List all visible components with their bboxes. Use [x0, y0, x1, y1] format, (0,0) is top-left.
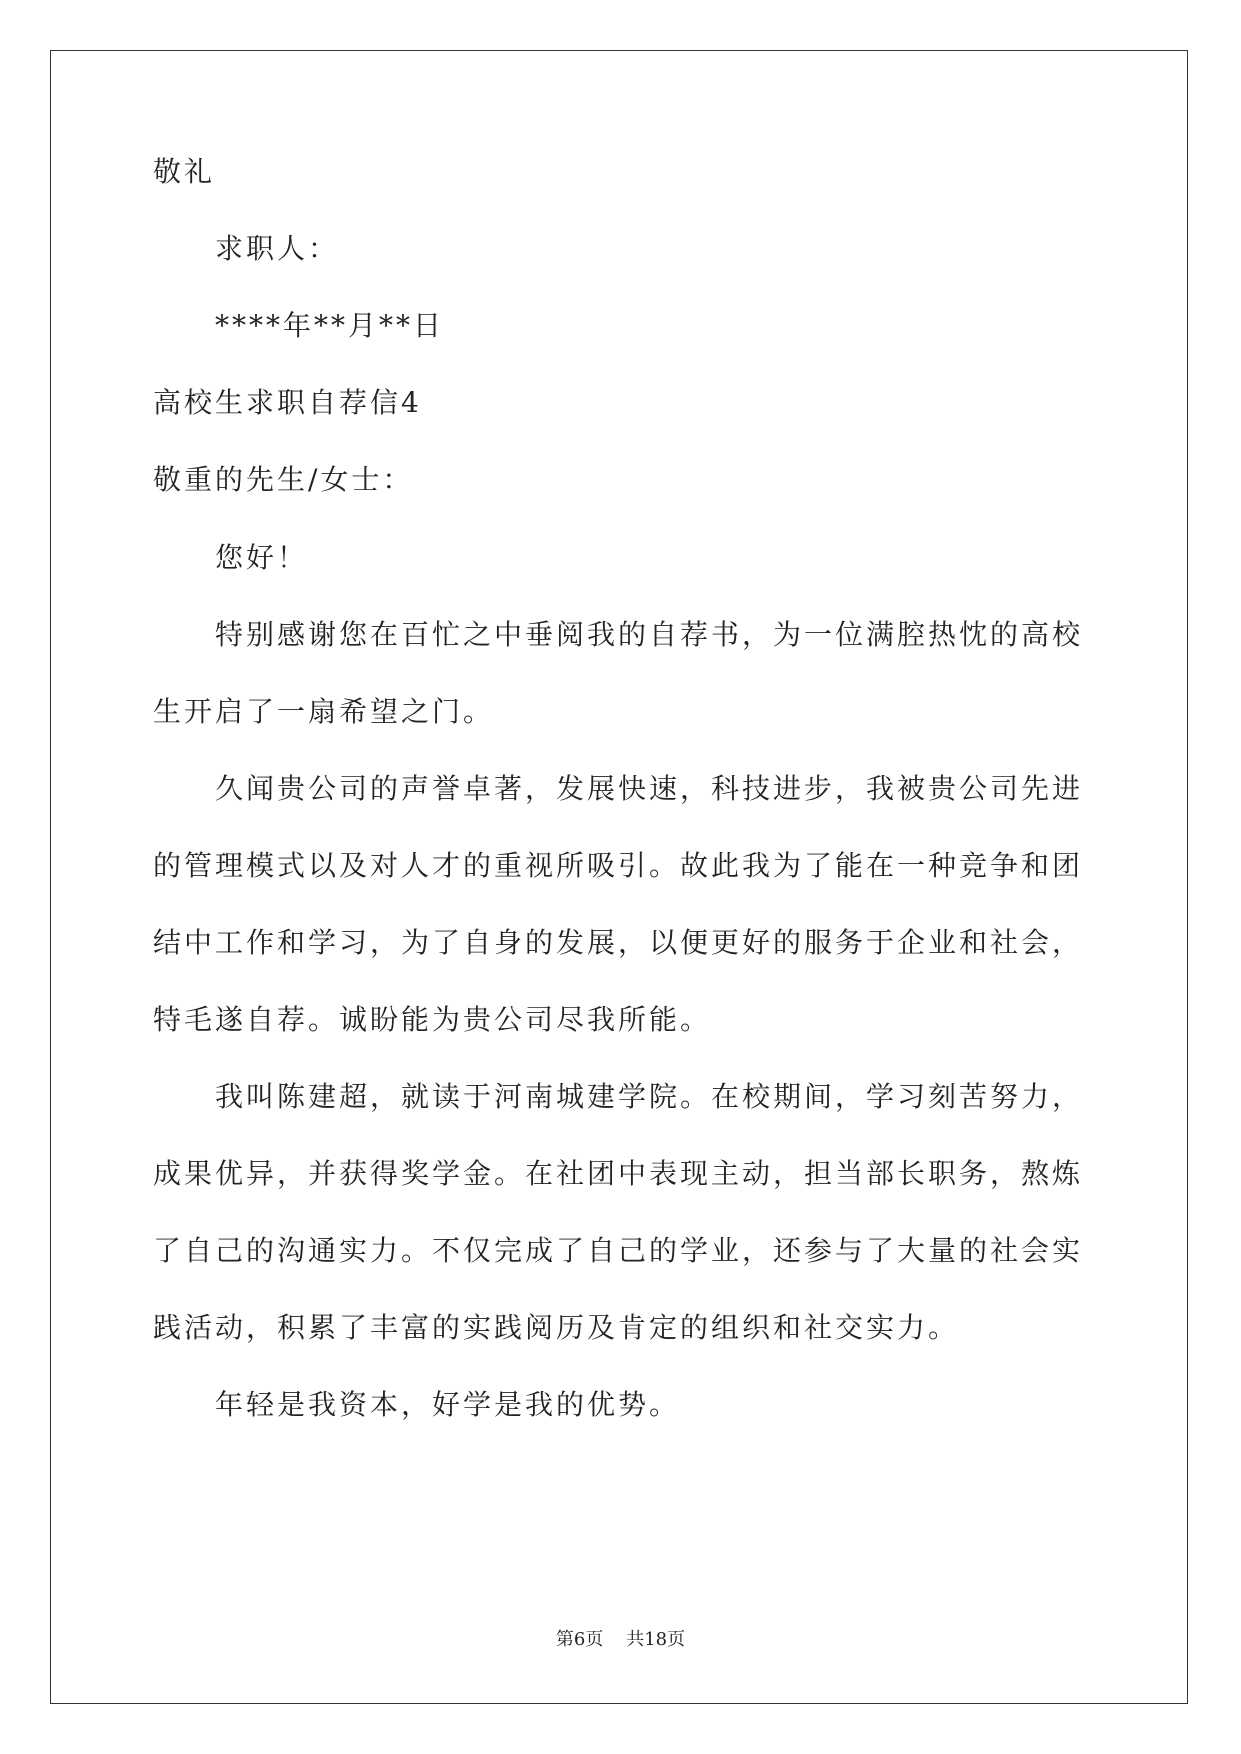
section-title: 高校生求职自荐信4 — [153, 386, 422, 419]
page-footer — [0, 1625, 1241, 1651]
paragraph-line: 久闻贵公司的声誉卓著，发展快速，科技进步，我被贵公司先进 — [215, 772, 1084, 805]
applicant-signature: 求职人： — [215, 232, 340, 265]
paragraph-line: 我叫陈建超，就读于河南城建学院。在校期间，学习刻苦努力， — [215, 1080, 1084, 1113]
page-number: 第6页 共18页 — [555, 1629, 686, 1650]
paragraph-line: 成果优异，并获得奖学金。在社团中表现主动，担当部长职务，熬炼 — [153, 1157, 1084, 1190]
salutation: 敬重的先生/女士： — [153, 463, 414, 496]
closing-salutation: 敬礼 — [153, 155, 216, 188]
paragraph-line: 特别感谢您在百忙之中垂阅我的自荐书，为一位满腔热忱的高校 — [215, 618, 1084, 651]
letter-date: ****年**月**日 — [215, 309, 445, 342]
paragraph-line: 了自己的沟通实力。不仅完成了自己的学业，还参与了大量的社会实 — [153, 1234, 1084, 1267]
paragraph-line: 结中工作和学习，为了自身的发展，以便更好的服务于企业和社会， — [153, 926, 1084, 959]
paragraph-line: 践活动，积累了丰富的实践阅历及肯定的组织和社交实力。 — [153, 1311, 960, 1344]
paragraph-line: 特毛遂自荐。诚盼能为贵公司尽我所能。 — [153, 1003, 712, 1036]
greeting: 您好！ — [215, 541, 309, 574]
paragraph-line: 生开启了一扇希望之门。 — [153, 695, 495, 728]
paragraph-line: 的管理模式以及对人才的重视所吸引。故此我为了能在一种竞争和团 — [153, 849, 1084, 882]
paragraph-line: 年轻是我资本，好学是我的优势。 — [215, 1388, 681, 1421]
